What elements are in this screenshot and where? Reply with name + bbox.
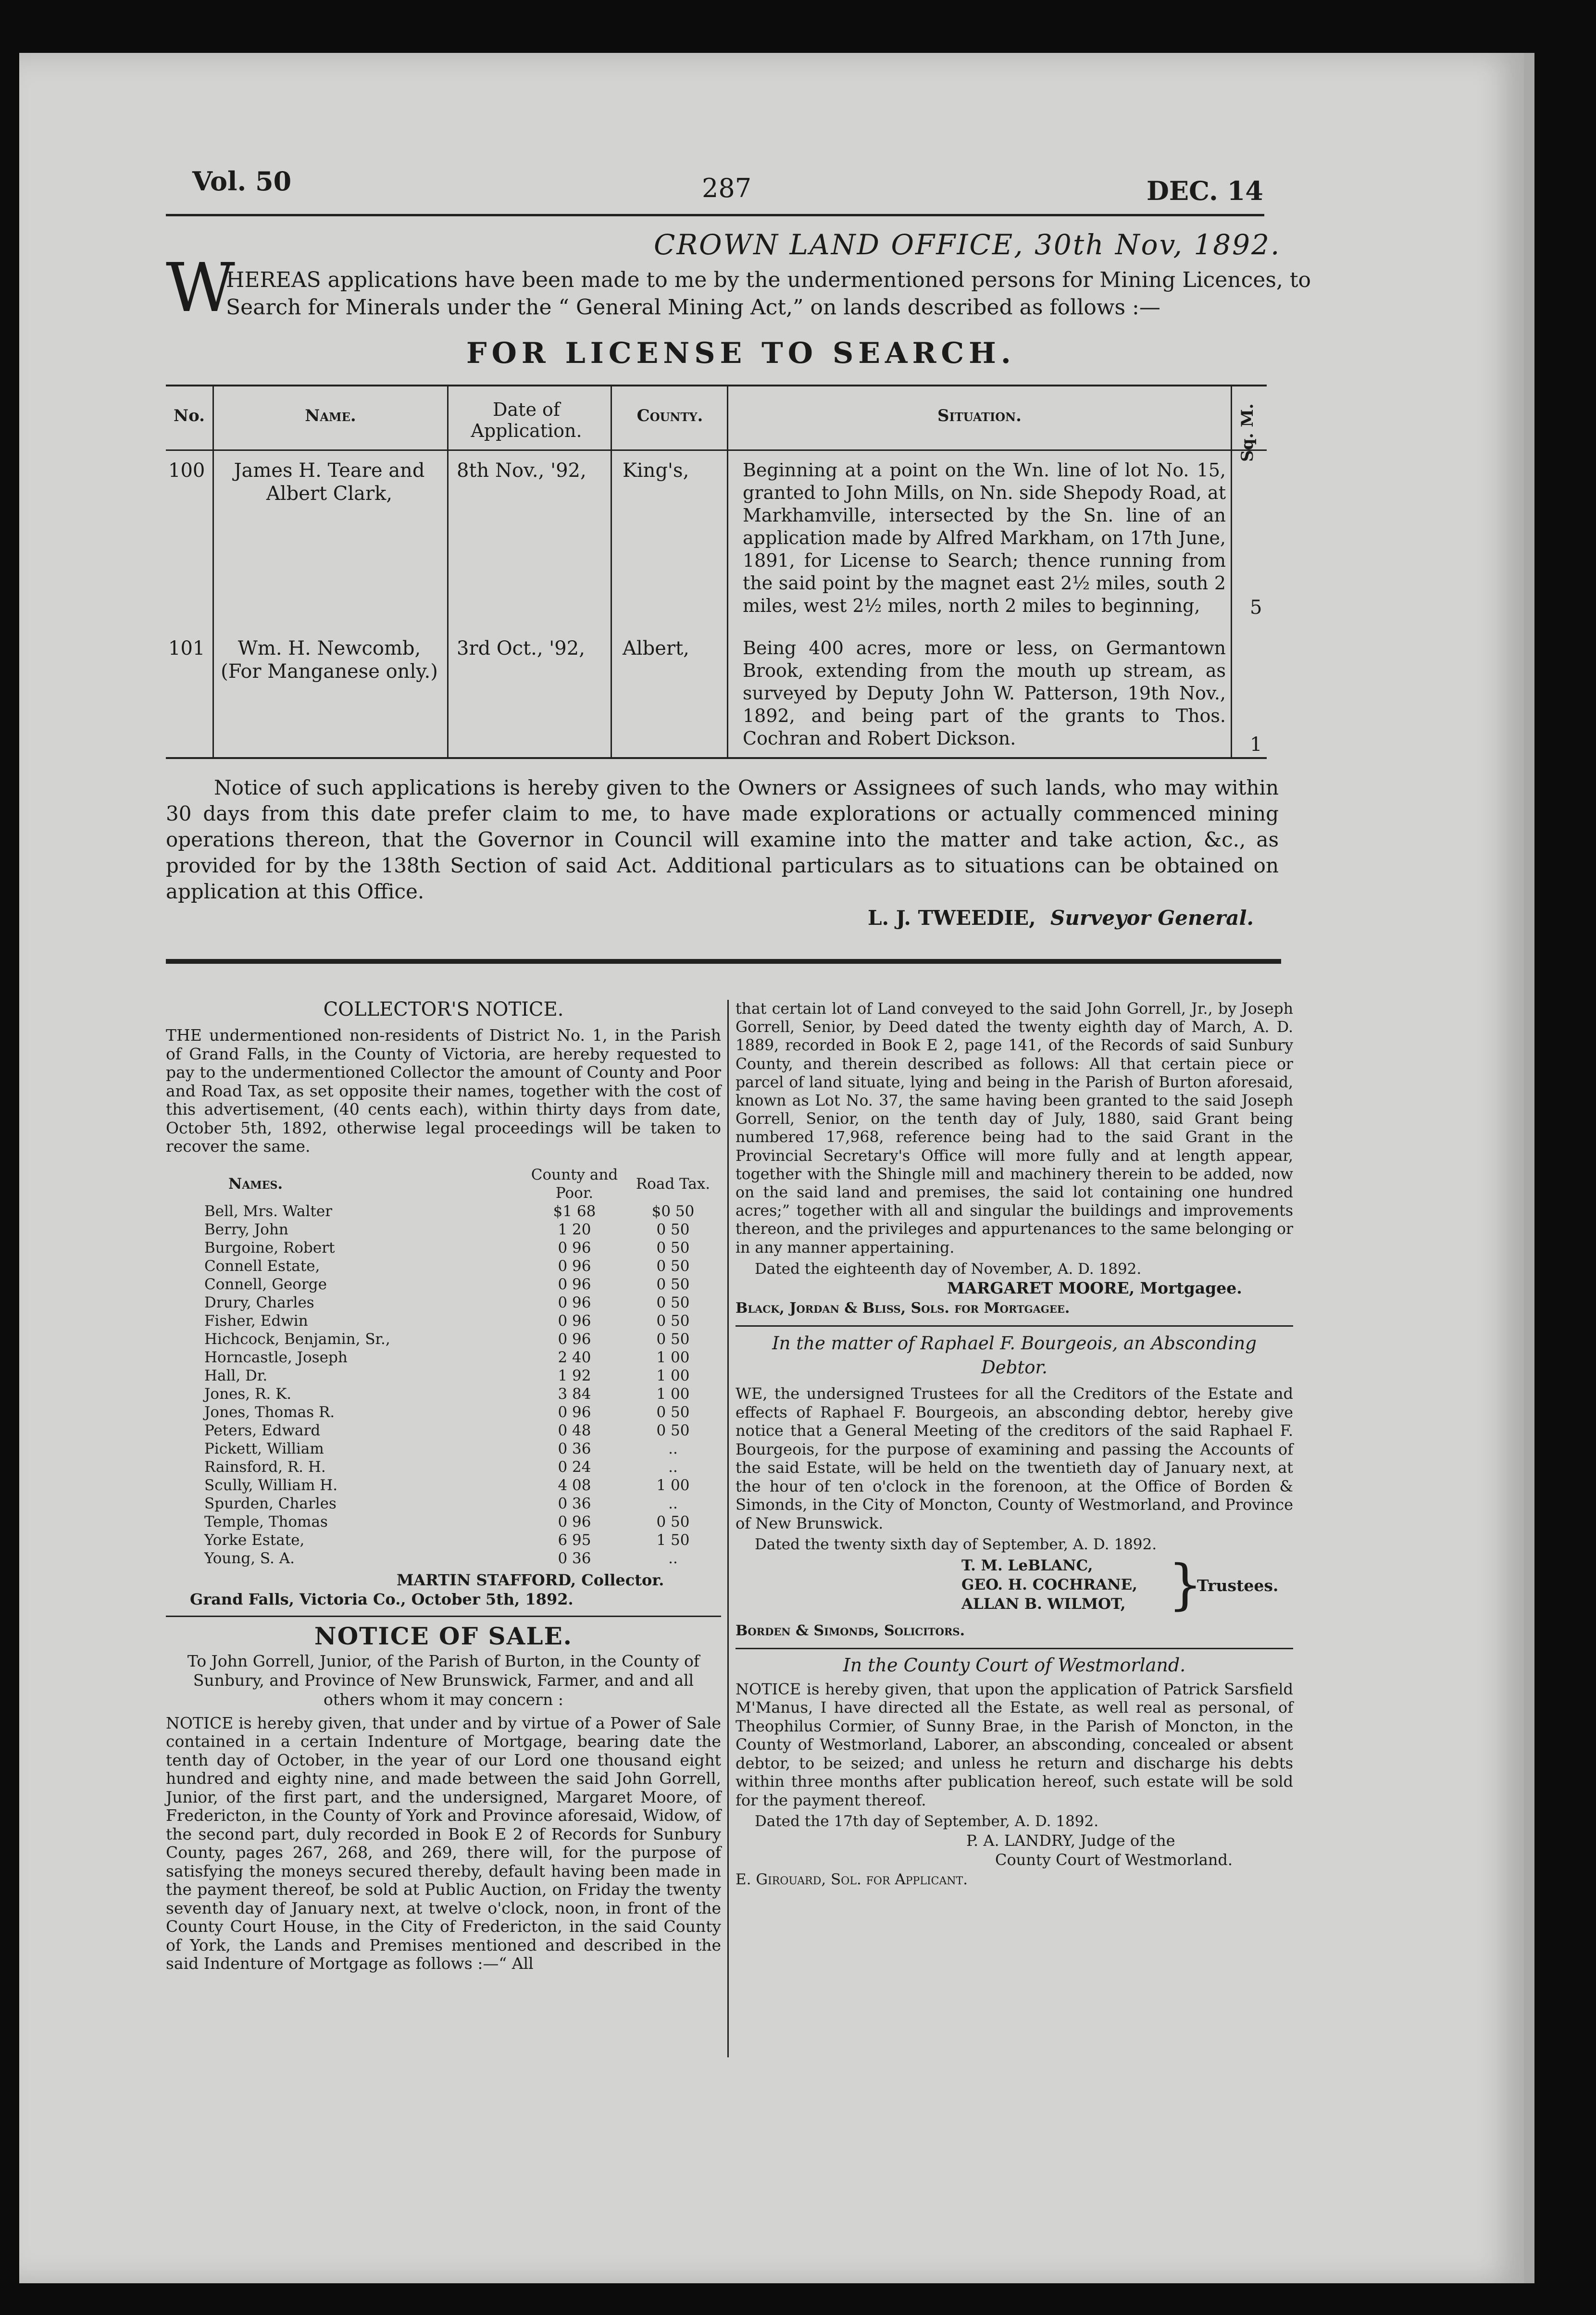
tax-road: .. (668, 1458, 678, 1476)
tax-road: 0 50 (656, 1312, 690, 1330)
intro-line-1: HEREAS applications have been made to me by the undermentioned persons for Mining Licences, to (226, 268, 1311, 292)
table-row (204, 1330, 714, 1348)
tax-county: 0 36 (558, 1494, 591, 1512)
collector-table (204, 1166, 714, 1568)
col-header-no: No. (174, 406, 205, 425)
rule (736, 1648, 1293, 1649)
sale-dated: Dated the eighteenth day of November, A. D. 1892. (755, 1260, 1142, 1278)
tax-county: 3 84 (558, 1385, 591, 1403)
table-col-divider (1231, 385, 1232, 757)
col-header-date: Date of Application. (471, 399, 582, 441)
tax-road: 0 50 (656, 1403, 690, 1421)
bourgeois-solicitors: Borden & Simonds, Solicitors. (736, 1622, 965, 1639)
trustee-name: T. M. LeBLANC, (961, 1556, 1093, 1574)
tax-name: Temple, Thomas (204, 1513, 328, 1531)
tax-county: 2 40 (558, 1348, 591, 1366)
tax-road: 0 50 (656, 1239, 690, 1257)
tax-county: 6 95 (558, 1531, 591, 1549)
row-sq-m: 5 (1250, 597, 1262, 619)
tax-county: 1 20 (558, 1220, 591, 1238)
table-row (204, 1367, 714, 1385)
row-no: 100 (168, 460, 205, 482)
issue-date: DEC. 14 (1147, 175, 1263, 206)
tax-name: Burgoine, Robert (204, 1239, 335, 1257)
table-row (204, 1348, 714, 1367)
table-col-divider (212, 385, 214, 757)
tax-road: 0 50 (656, 1330, 690, 1348)
table-row (204, 1294, 714, 1312)
tax-county: 0 24 (558, 1458, 591, 1476)
westmorland-judge-line2: County Court of Westmorland. (995, 1850, 1233, 1869)
table-row (204, 1494, 714, 1513)
westmorland-body: NOTICE is hereby given, that upon the application of Patrick Sarsfield M'Manus, I have directed all the Estate, as well real as personal, of Theophilus Cormier, of Sunny Brae, in the Parish of Moncton, in the County of Westmorland, Laborer, an absconding, concealed or absent debtor, to be seized; and unless he return and discharge his debts within three months after publication hereof, such estate will be sold for the payment thereof. (736, 1680, 1293, 1809)
tax-road: 0 50 (656, 1257, 690, 1275)
row-no: 101 (168, 637, 205, 660)
westmorland-title: In the County Court of Westmorland. (843, 1654, 1186, 1676)
intro-line-2: Search for Minerals under the “ General Mining Act,” on lands described as follows :— (226, 295, 1160, 320)
tax-name: Berry, John (204, 1220, 288, 1238)
table-header-rule (166, 449, 1267, 451)
tax-county: 0 96 (558, 1330, 591, 1348)
table-col-divider (447, 385, 449, 757)
westmorland-solicitor: E. Girouard, Sol. for Applicant. (736, 1870, 968, 1888)
tax-name: Yorke Estate, (204, 1531, 305, 1549)
tax-name: Rainsford, R. H. (204, 1458, 326, 1476)
tax-road: 1 00 (656, 1348, 690, 1366)
table-row (204, 1440, 714, 1458)
tax-name: Bell, Mrs. Walter (204, 1202, 333, 1220)
tax-county: 1 92 (558, 1367, 591, 1384)
collector-signature: MARTIN STAFFORD, Collector. (397, 1570, 664, 1589)
row-county: Albert, (623, 637, 689, 660)
tax-name: Horncastle, Joseph (204, 1348, 348, 1366)
table-col-divider (611, 385, 612, 757)
sale-signature: MARGARET MOORE, Mortgagee. (947, 1279, 1242, 1298)
table-row (204, 1458, 714, 1476)
row-county: King's, (623, 460, 689, 482)
tax-road: .. (668, 1549, 678, 1567)
trustees-block (736, 1553, 1293, 1621)
trustee-name: ALLAN B. WILMOT, (961, 1595, 1126, 1613)
collector-place-date: Grand Falls, Victoria Co., October 5th, 1892. (190, 1590, 574, 1608)
row-date: 8th Nov., '92, (457, 460, 586, 482)
tax-county: 4 08 (558, 1476, 591, 1494)
bourgeois-dated: Dated the twenty sixth day of September, A. D. 1892. (755, 1536, 1157, 1554)
tax-name: Fisher, Edwin (204, 1312, 308, 1330)
tax-county: 0 96 (558, 1312, 591, 1330)
tax-county: 0 96 (558, 1403, 591, 1421)
col-header-situation: Situation. (937, 406, 1022, 425)
rule (736, 1325, 1293, 1327)
mining-notice-paragraph: Notice of such applications is hereby given to the Owners or Assignees of such lands, who may within 30 days from this date prefer claim to me, to have made explorations or actually commenced mining operations thereon, that the Governor in Council will examine into the matter and take action, &c., as provided for by the 138th Section of said Act. Additional particulars as to situations can be obtained on application at this Office. (166, 776, 1279, 903)
tax-road: 0 50 (656, 1513, 690, 1531)
brace-icon: } (1168, 1553, 1203, 1616)
tax-name: Scully, William H. (204, 1476, 338, 1494)
tax-county: 0 96 (558, 1513, 591, 1531)
sale-title: NOTICE OF SALE. (314, 1621, 573, 1650)
collector-title: COLLECTOR'S NOTICE. (323, 998, 564, 1021)
tax-road: .. (668, 1494, 678, 1512)
table-row (204, 1385, 714, 1403)
westmorland-judge-line1: P. A. LANDRY, Judge of the (966, 1831, 1175, 1850)
row-situation: Beginning at a point on the Wn. line of lot No. 15, granted to John Mills, on Nn. side Shepody Road, at Markhamville, intersected by the Sn. line of an application made by Alfred Markham, on 17th June, 1891, for License to Search; thence running from the said point by the magnet east 2½ miles, south 2 miles, west 2½ miles, north 2 miles to beginning, (743, 460, 1226, 616)
row-date: 3rd Oct., '92, (457, 637, 585, 660)
page-edge (1524, 53, 1534, 2283)
column-divider (727, 1000, 729, 2057)
header-rule (166, 214, 1264, 216)
section-divider (166, 959, 1281, 964)
tax-name: Spurden, Charles (204, 1494, 337, 1512)
row-sq-m: 1 (1250, 734, 1262, 756)
bourgeois-title: In the matter of Raphael F. Bourgeois, an Absconding Debtor. (772, 1333, 1257, 1378)
tax-county: 0 96 (558, 1275, 591, 1293)
col-header-county-poor: County and Poor. (531, 1166, 618, 1202)
sale-body: NOTICE is hereby given, that under and by virtue of a Power of Sale contained in a certain Indenture of Mortgage, bearing date the tenth day of October, in the year of our Lord one thousand eight hundred and eighty nine, and made between the said John Gorrell, Junior, of the first part, and the undersigned, Margaret Moore, of Fredericton, in the County of York and Province aforesaid, Widow, of the second part, duly recorded in Book E 2 of Records for Sunbury County, pages 267, 268, and 269, there will, for the purpose of satisfying the moneys secured thereby, default having been made in the payment thereof, be sold at Public Auction, on Friday the twenty seventh day of January next, at twelve o'clock, noon, in front of the County Court House, in the City of Fredericton, in the said County of York, the Lands and Premises mentioned and described in the said Indenture of Mortgage as follows :—“ All (166, 1713, 721, 1973)
tax-county: 0 36 (558, 1549, 591, 1567)
sale-address: To John Gorrell, Junior, of the Parish of Burton, in the County of Sunbury, and Province of New Brunswick, Farmer, and and all others whom it may concern : (187, 1651, 700, 1709)
tax-county: 0 48 (558, 1421, 591, 1439)
bourgeois-body: WE, the undersigned Trustees for all the Creditors of the Estate and effects of Raphael F. Bourgeois, an absconding debtor, hereby give notice that a General Meeting of the creditors of the said Raphael F. Bourgeois, for the purpose of examining and passing the Accounts of the said Estate, will be held on the twentieth day of January next, at the hour of ten o'clock in the forenoon, at the Office of Borden & Simonds, in the City of Moncton, County of Westmorland, and Province of New Brunswick. (736, 1384, 1293, 1532)
tax-road: 0 50 (656, 1220, 690, 1238)
table-row (204, 1202, 714, 1220)
tax-name: Hichcock, Benjamin, Sr., (204, 1330, 390, 1348)
tax-road: .. (668, 1440, 678, 1457)
drop-cap: W (166, 249, 235, 327)
table-row (204, 1549, 714, 1568)
signature-name: L. J. TWEEDIE, (868, 906, 1036, 930)
col-header-name: Name. (305, 406, 356, 425)
tax-county: $1 68 (553, 1202, 596, 1220)
sale-continued: that certain lot of Land conveyed to the said John Gorrell, Jr., by Joseph Gorrell, Senior, by Deed dated the twenty eighth day of March, A. D. 1889, recorded in Book E 2, page 141, of the Records of said Sunbury County, and therein described as follows: All that certain piece or parcel of land situate, lying and being in the Parish of Burton aforesaid, known as Lot No. 37, the same having been granted to the said Joseph Gorrell, Senior, on the tenth day of July, 1880, said Grant being numbered 17,968, reference being had to the said Grant in the Provincial Secretary's Office will more fully and at length appear, together with the Shingle mill and machinery therein to be added, now on the said land and premises, the said lot containing one hundred acres;” together with all and singular the buildings and improvements thereon, and the privileges and appurtenances to the same belonging or in any manner appertaining. (736, 1000, 1293, 1257)
tax-county: 0 36 (558, 1440, 591, 1457)
row-name: James H. Teare and Albert Clark, (234, 460, 425, 505)
table-row (204, 1220, 714, 1239)
tax-county: 0 96 (558, 1294, 591, 1311)
tax-road: 1 00 (656, 1476, 690, 1494)
tax-name: Pickett, William (204, 1440, 324, 1457)
tax-name: Jones, Thomas R. (204, 1403, 335, 1421)
tax-road: 0 50 (656, 1421, 690, 1439)
tax-road: $0 50 (651, 1202, 695, 1220)
col-header-names: Names. (228, 1175, 283, 1193)
tax-name: Hall, Dr. (204, 1367, 268, 1384)
westmorland-dated: Dated the 17th day of September, A. D. 1892. (755, 1813, 1099, 1830)
row-situation: Being 400 acres, more or less, on Germantown Brook, extending from the mouth up stream, as surveyed by Deputy John W. Patterson, 19th Nov., 1892, and being part of the grants to Thos. Cochran and Robert Dickson. (743, 637, 1226, 749)
row-name: Wm. H. Newcomb, (For Manganese only.) (221, 637, 438, 683)
tax-road: 1 00 (656, 1385, 690, 1403)
signature-title: Surveyor General. (1050, 906, 1254, 930)
table-col-divider (727, 385, 728, 757)
tax-name: Peters, Edward (204, 1421, 321, 1439)
tax-name: Jones, R. K. (204, 1385, 292, 1403)
col-header-county: County. (636, 406, 703, 425)
table-row (204, 1531, 714, 1549)
trustees-label: Trustees. (1197, 1576, 1279, 1595)
tax-road: 1 50 (656, 1531, 690, 1549)
page-number: 287 (702, 173, 752, 203)
tax-name: Young, S. A. (204, 1549, 295, 1567)
trustee-name: GEO. H. COCHRANE, (961, 1576, 1137, 1593)
tax-road: 0 50 (656, 1294, 690, 1311)
table-row (204, 1312, 714, 1330)
rule (166, 1616, 721, 1617)
table-bottom-rule (166, 757, 1267, 759)
table-row (204, 1239, 714, 1257)
tax-road: 0 50 (656, 1275, 690, 1293)
tax-county: 0 96 (558, 1257, 591, 1275)
license-section-title: FOR LICENSE TO SEARCH. (466, 336, 1016, 370)
tax-name: Connell Estate, (204, 1257, 320, 1275)
table-row (204, 1513, 714, 1531)
tax-county: 0 96 (558, 1239, 591, 1257)
table-row (204, 1421, 714, 1440)
volume-label: Vol. 50 (192, 166, 292, 197)
tax-name: Drury, Charles (204, 1294, 314, 1311)
sale-solicitors: Black, Jordan & Bliss, Sols. for Mortgagee. (736, 1300, 1070, 1317)
tax-name: Connell, George (204, 1275, 327, 1293)
crown-land-office-line: CROWN LAND OFFICE, 30th Nov, 1892. (654, 228, 1281, 261)
tax-road: 1 00 (656, 1367, 690, 1384)
table-top-rule (166, 385, 1267, 386)
col-header-road-tax: Road Tax. (636, 1175, 711, 1193)
table-row (204, 1403, 714, 1421)
table-row (204, 1476, 714, 1494)
table-row (204, 1275, 714, 1294)
col-header-sq-m: Sq. M. (1238, 403, 1257, 462)
collector-body: THE undermentioned non-residents of District No. 1, in the Parish of Grand Falls, in the County of Victoria, are hereby requested to pay to the undermentioned Collector the amount of County and Poor and Road Tax, as set opposite their names, together with the cost of this advertisement, (40 cents each), within thirty days from date, October 5th, 1892, otherwise legal proceedings will be taken to recover the same. (166, 1026, 721, 1156)
table-row (204, 1257, 714, 1275)
